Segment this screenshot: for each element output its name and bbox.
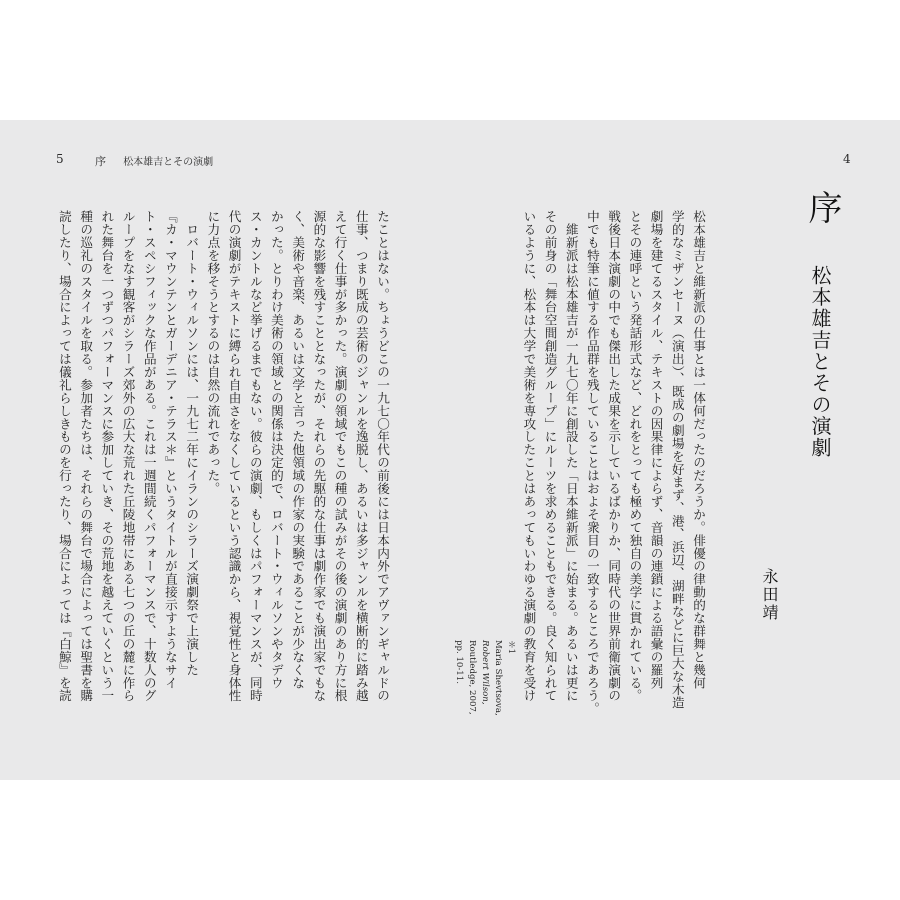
text-line: 代の演劇がテキストに縛られ自由さをなくしているという認識から、視覚性と身体性: [226, 210, 242, 703]
chapter-title: 松本雄吉とその演劇: [808, 265, 832, 459]
footnote-pages: pp. 10-11.: [454, 640, 464, 684]
footnote: [452, 640, 517, 716]
text-line: 読したり、場合によっては儀礼らしきものを行ったり、場合によっては『白鯨』を読: [56, 210, 72, 703]
text-line: とその連呼という発話形式など、どれをとっても極めて独自の美学に貫かれている。: [627, 210, 643, 703]
body-text-right-page: [521, 210, 709, 716]
text-line: に力点を移そうとするのは自然の流れであった。: [205, 210, 221, 495]
page-number-right: 4: [843, 152, 852, 166]
text-line: 源的な影響を残すこととなったが、それらの先駆的な仕事は劇作家でも演出家でもな: [311, 210, 327, 703]
text-line: 松本雄吉と維新派の仕事とは一体何だったのだろうか。俳優の律動的な群舞と幾何: [691, 210, 706, 690]
text-line: 仕事、つまり既成の芸術のジャンルを逸脱し、あるいは多ジャンルを横断的に踏み越: [353, 210, 369, 703]
book-spread: [0, 120, 900, 780]
text-line: 種の巡礼のスタイルを取る。参加者たちは、それらの舞台で場合によっては聖書を購: [78, 210, 94, 703]
text-line: その前身の「舞台空間創造グループ」にルーツを求めることもできる。良く知られて: [542, 210, 558, 703]
text-line: 劇場を建てるスタイル、テキストの因果律によらず、音韻の連鎖による語彙の羅列: [648, 210, 664, 690]
text-line: 『カ・マウンテンとガーデニア・テラス＊』というタイトルが直接示すようなサイ: [162, 210, 178, 690]
footnote-author: Maria Shevtsova,: [493, 640, 503, 716]
text-line: かった。とりわけ美術の領域との関係は決定的で、ロバート・ウィルソンやタデウ: [268, 210, 284, 690]
running-head: [95, 153, 213, 169]
footnote-mark: ＊1: [506, 640, 516, 655]
text-line: 中でも特筆に値する作品群を残していることはおよそ衆目の一致するところであろう。: [584, 210, 600, 716]
text-line: えて行く仕事が多かった。演劇の領域でもこの種の試みがその後の演劇のあり方に根: [332, 210, 348, 703]
text-line: 学的なミザンセーヌ（演出）、既成の劇場を好まず、港、浜辺、湖畔などに巨大な木造: [669, 210, 685, 709]
page-number-left: 5: [56, 152, 65, 166]
footnote-publisher: Routledge, 2007,: [467, 640, 477, 715]
text-line: たことはない。ちょうどこの一九七〇年代の前後には日本内外でアヴァンギャルドの: [375, 210, 390, 703]
text-line: ス・カントルなど挙げるまでもない。彼らの演劇、もしくはパフォーマンスが、同時: [247, 210, 263, 703]
text-line: 戦後日本演劇の中でも傑出した成果を示しているばかりか、同時代の世界前衛演劇の: [606, 210, 622, 703]
text-line: く、美術や音楽、あるいは文学と言った他領域の作家の実験であることが少なくな: [290, 210, 306, 690]
author-name: 永田靖: [760, 568, 779, 622]
text-line: ロバート・ウィルソンには、一九七二年にイランのシラーズ演劇祭で上演した: [184, 210, 200, 677]
text-line: ト・スペシフィックな作品がある。これは一週間続くパフォーマンスで、十数人のグ: [141, 210, 157, 703]
chapter-mark: 序: [802, 190, 842, 224]
running-head-chapter: 序: [95, 155, 106, 168]
body-text-left-page: [0, 210, 393, 703]
running-head-title: 松本雄吉とその演劇: [123, 157, 214, 168]
text-line: れた舞台を一つずつパフォーマンスに参加していき、その荒地を越えていくという一: [99, 210, 115, 703]
text-line: いるように、松本は大学で美術を専攻したことはあってもいわゆる演劇の教育を受け: [521, 210, 537, 703]
text-line: 維新派は松本雄吉が一九七〇年に創設した「日本維新派」に始まる。あるいは更に: [563, 210, 579, 703]
footnote-book-title: Robert Wilson,: [480, 640, 490, 705]
text-line: ループをなす観客がシラーズ郊外の広大な荒れた丘陵地帯にある七つの丘の麓に作ら: [120, 210, 136, 703]
